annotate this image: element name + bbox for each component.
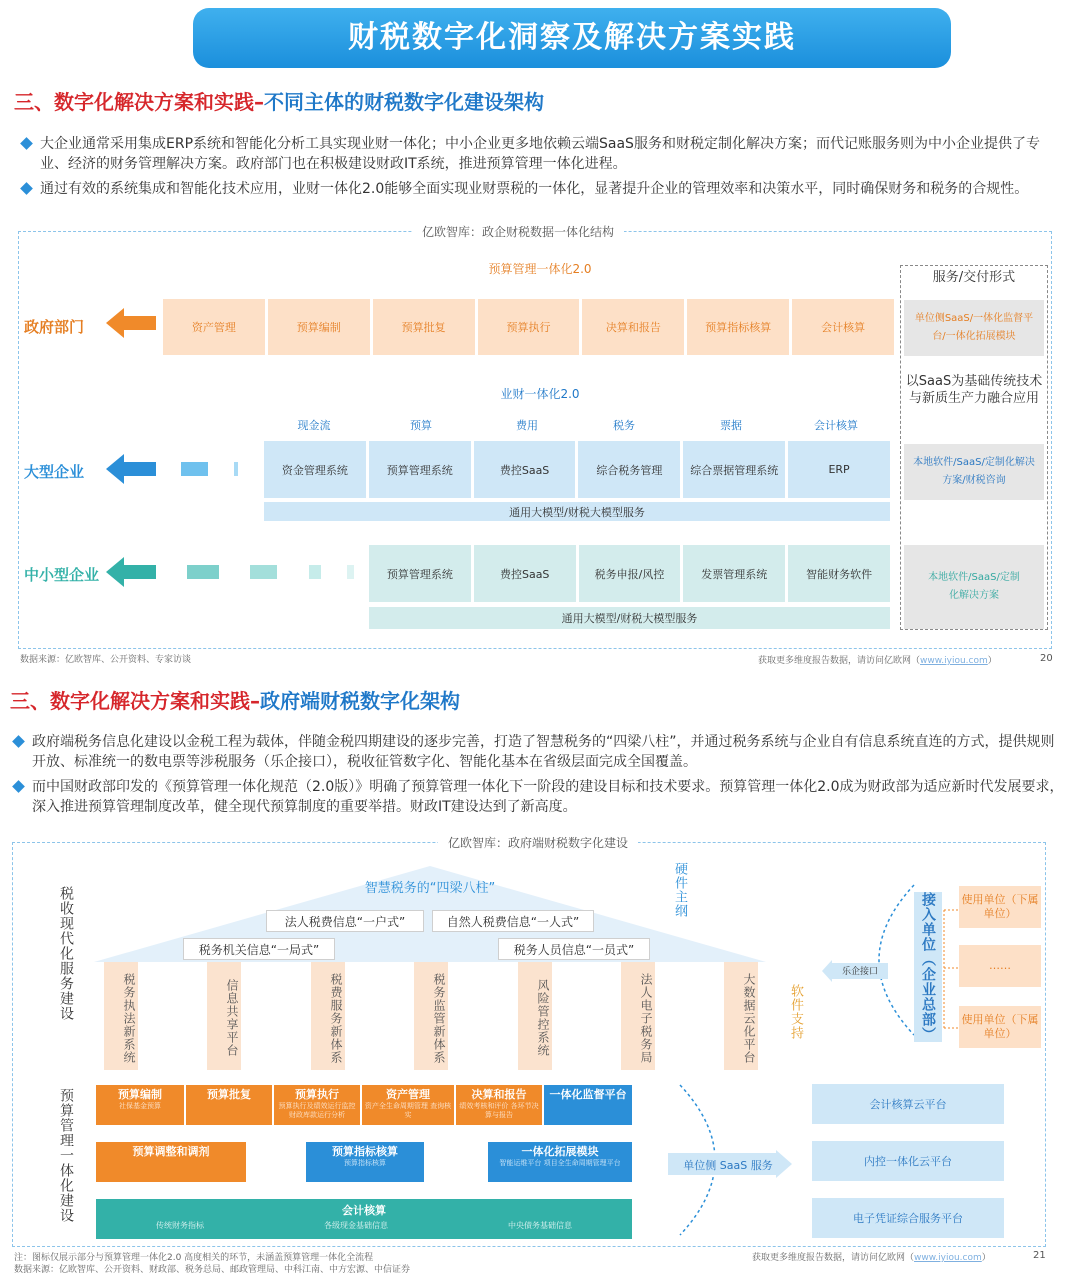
yc-title: 业财一体化2.0 <box>500 387 580 401</box>
budget-block <box>456 1085 542 1125</box>
arrow-trail <box>309 565 321 579</box>
bullet-paragraph <box>22 134 1062 174</box>
sme-items <box>369 545 890 602</box>
website-link[interactable]: www.iyiou.com <box>920 656 988 666</box>
roof-title: 智慧税务的“四梁八柱” <box>364 881 496 896</box>
block-title: 预算调整和调剂 <box>132 1145 210 1158</box>
page-number: 21 <box>1033 1250 1046 1261</box>
budget-block <box>544 1085 632 1125</box>
cloud-platform: 内控一体化云平台 <box>812 1141 1004 1181</box>
block-sub: 预算执行及绩效运行监控 财政库款运行分析 <box>278 1102 356 1119</box>
sub-unit: 使用单位（下属单位） <box>959 1006 1041 1048</box>
arrow-trail <box>347 565 354 579</box>
large-item: 资金管理系统 <box>264 441 366 498</box>
sme-item: 智能财务软件 <box>788 545 890 602</box>
gov-item: 会计核算 <box>792 299 894 355</box>
block-title: 预算执行 <box>295 1088 339 1101</box>
beam-item: 法人税费信息“一户式” <box>266 910 424 932</box>
paragraph-text: 大企业通常采用集成ERP系统和智能化分析工具实现业财一体化；中小企业更多地依赖云端SaaS服务和财税定制化解决方案；而代记账服务则为中小企业提供了专业、经济的财务管理解决方案。政府部门也在积极建设财政IT系统，推进预算管理一体化进程。 <box>40 136 1040 172</box>
footer-prompt: 获取更多维度报告数据，请访问亿欧网（ <box>758 656 921 666</box>
bullet-paragraph <box>14 777 1064 817</box>
heading-prefix: 三、数字化解决方案和实践– <box>14 90 264 114</box>
heading-title: 政府端财税数字化架构 <box>260 689 460 713</box>
sme-item: 预算管理系统 <box>369 545 471 602</box>
saas-label: 单位侧 SaaS 服务 <box>683 1159 773 1172</box>
sme-item: 税务申报/风控 <box>579 545 681 602</box>
block-title: 资产管理 <box>386 1088 430 1101</box>
left-arrow-icon <box>106 454 156 484</box>
column-header: 预算 <box>410 419 432 432</box>
page-number: 20 <box>1040 653 1053 664</box>
gov-item: 资产管理 <box>163 299 265 355</box>
data-source: 数据来源：亿欧智库、公开资料、财政部、税务总局、邮政管理局、中科江南、中方宏源、中信证券 <box>14 1265 411 1275</box>
service-gov: 单位侧SaaS/一体化监督平台/一体化拓展模块 <box>904 300 1044 356</box>
pillar: 税务执法新系统 <box>104 962 138 1070</box>
footer-link-text <box>752 1250 991 1263</box>
cloud-platform: 电子凭证综合服务平台 <box>812 1198 1004 1238</box>
diamond-bullet-icon <box>20 182 33 195</box>
footer-bracket: ） <box>987 656 997 666</box>
budget-block <box>96 1085 184 1125</box>
data-source: 数据来源：亿欧智库、公开资料、专家访谈 <box>20 655 192 665</box>
large-base: 通用大模型/财税大模型服务 <box>264 502 890 521</box>
bullet-paragraph <box>14 732 1064 772</box>
access-unit: 接入单位（企业总部） <box>914 892 942 1042</box>
diamond-bullet-icon <box>12 780 25 793</box>
footer-bracket: ） <box>981 1253 991 1263</box>
beam-item: 税务人员信息“一员式” <box>498 938 650 960</box>
gov-item: 预算批复 <box>373 299 475 355</box>
column-header: 税务 <box>613 419 635 432</box>
large-item: 费控SaaS <box>474 441 576 498</box>
pillar: 税费服务新体系 <box>311 962 345 1070</box>
section-heading <box>14 86 544 115</box>
large-label: 大型企业 <box>24 463 85 481</box>
left-arrow-icon <box>106 308 156 338</box>
sme-item: 费控SaaS <box>474 545 576 602</box>
sub-unit: 使用单位（下属单位） <box>959 886 1041 928</box>
diamond-bullet-icon <box>20 137 33 150</box>
heading-title: 不同主体的财税数字化建设架构 <box>264 90 544 114</box>
beam-item: 自然人税费信息“一人式” <box>432 910 594 932</box>
hardware-label: 硬件主纲 <box>672 862 687 918</box>
large-item: 综合票据管理系统 <box>683 441 785 498</box>
large-item: ERP <box>788 441 890 498</box>
arrow-trail <box>234 462 238 476</box>
cloud-platform: 会计核算云平台 <box>812 1084 1004 1124</box>
service-sme: 本地软件/SaaS/定制化解决方案 <box>904 545 1044 629</box>
block-sub: 中央债务基础信息 <box>508 1221 572 1230</box>
block-sub: 资产全生命周期管理 查询核实 <box>364 1102 452 1119</box>
section-heading <box>10 685 460 714</box>
block-title: 预算编制 <box>118 1088 162 1101</box>
footer-link-text <box>758 653 997 666</box>
gov-item: 预算执行 <box>478 299 580 355</box>
service-title: 服务/交付形式 <box>932 270 1016 285</box>
budget-integration-label: 预算管理一体化建设 <box>58 1088 74 1223</box>
large-items <box>264 441 890 498</box>
block-sub: 智能运维平台 项目全生命周期管理平台 <box>499 1159 621 1167</box>
accounting-block <box>96 1199 632 1239</box>
block-title: 一体化监督平台 <box>549 1088 627 1101</box>
footer-prompt: 获取更多维度报告数据，请访问亿欧网（ <box>752 1253 915 1263</box>
arrow-trail <box>181 462 208 476</box>
paragraph-text: 通过有效的系统集成和智能化技术应用，业财一体化2.0能够全面实现业财票税的一体化，显著提升企业的管理效率和决策水平，同时确保财务和税务的合规性。 <box>40 181 1029 197</box>
sme-item: 发票管理系统 <box>683 545 785 602</box>
pillar: 法人电子税务局 <box>621 962 655 1070</box>
budget-block <box>186 1085 272 1125</box>
report-banner: 财税数字化洞察及解决方案实践 <box>193 8 951 68</box>
budget-title: 预算管理一体化2.0 <box>488 262 592 276</box>
block-title: 决算和报告 <box>471 1088 527 1101</box>
column-header: 费用 <box>516 419 538 432</box>
pillar: 税务监管新体系 <box>414 962 448 1070</box>
software-label: 软件支持 <box>788 984 803 1040</box>
gov-items <box>163 299 894 355</box>
service-mid: 以SaaS为基础传统技术与新质生产力融合应用 <box>905 374 1043 406</box>
large-item: 预算管理系统 <box>369 441 471 498</box>
pillar: 信息共享平台 <box>207 962 241 1070</box>
bullet-paragraph <box>22 179 1062 199</box>
budget-block <box>274 1085 360 1125</box>
budget-block <box>306 1142 424 1182</box>
website-link[interactable]: www.iyiou.com <box>914 1253 982 1263</box>
service-large: 本地软件/SaaS/定制化解决方案/财税咨询 <box>904 444 1044 500</box>
block-sub: 社保基金预算 <box>119 1102 161 1110</box>
sme-base: 通用大模型/财税大模型服务 <box>369 607 890 629</box>
pillar: 大数据云化平台 <box>724 962 758 1070</box>
arrow-trail <box>187 565 219 579</box>
block-sub: 传统财务指标 <box>156 1221 204 1230</box>
sme-label: 中小型企业 <box>24 566 100 584</box>
budget-block <box>362 1085 454 1125</box>
budget-block <box>96 1142 246 1182</box>
heading-prefix: 三、数字化解决方案和实践– <box>10 689 260 713</box>
gov-item: 决算和报告 <box>582 299 684 355</box>
arrow-trail <box>250 565 277 579</box>
gov-item: 预算指标核算 <box>687 299 789 355</box>
block-sub: 绩效考核和评价 各环节决算与报告 <box>459 1102 539 1119</box>
block-title: 预算批复 <box>207 1088 251 1101</box>
diagram-caption: 亿欧智库：政企财税数据一体化结构 <box>412 223 624 240</box>
block-sub: 预算指标核算 <box>344 1159 386 1167</box>
diagram-caption: 亿欧智库：政府端财税数字化建设 <box>438 834 638 851</box>
budget-block <box>488 1142 632 1182</box>
leqi-label: 乐企接口 <box>841 967 878 977</box>
block-title: 会计核算 <box>342 1204 386 1217</box>
chart-note: 注：图标仅展示部分与预算管理一体化2.0 高度相关的环节，未涵盖预算管理一体化全流程 <box>14 1253 374 1263</box>
bracket-line <box>942 900 960 1040</box>
pillar: 风险管控系统 <box>518 962 552 1070</box>
left-arrow-icon <box>106 557 156 587</box>
column-header: 票据 <box>720 419 742 432</box>
tax-modern-label: 税收现代化服务建设 <box>58 886 74 1021</box>
column-header: 现金流 <box>297 419 331 432</box>
block-title: 预算指标核算 <box>332 1145 398 1158</box>
paragraph-text: 政府端税务信息化建设以金税工程为载体，伴随金税四期建设的逐步完善，打造了智慧税务的“四梁八柱”，并通过税务系统与企业自有信息系统直连的方式，提供规则开放、标准统一的数电票等涉税服务（乐企接口），税收征管数字化、智能化基本在省级层面完成全国覆盖。 <box>32 734 1055 770</box>
paragraph-text: 而中国财政部印发的《预算管理一体化规范（2.0版）》明确了预算管理一体化下一阶段的建设目标和技术要求。预算管理一体化2.0成为财政部为适应新时代发展要求，深入推进预算管理制度改革，健全现代预算制度的重要举措。财政IT建设达到了新高度。 <box>32 779 1064 815</box>
beam-item: 税务机关信息“一局式” <box>183 938 335 960</box>
diamond-bullet-icon <box>12 735 25 748</box>
gov-item: 预算编制 <box>268 299 370 355</box>
block-sub: 各级现金基础信息 <box>324 1221 388 1230</box>
sub-unit: …… <box>959 945 1041 987</box>
gov-label: 政府部门 <box>24 318 85 336</box>
block-title: 一体化拓展模块 <box>521 1145 599 1158</box>
column-header: 会计核算 <box>814 419 858 432</box>
large-item: 综合税务管理 <box>578 441 680 498</box>
